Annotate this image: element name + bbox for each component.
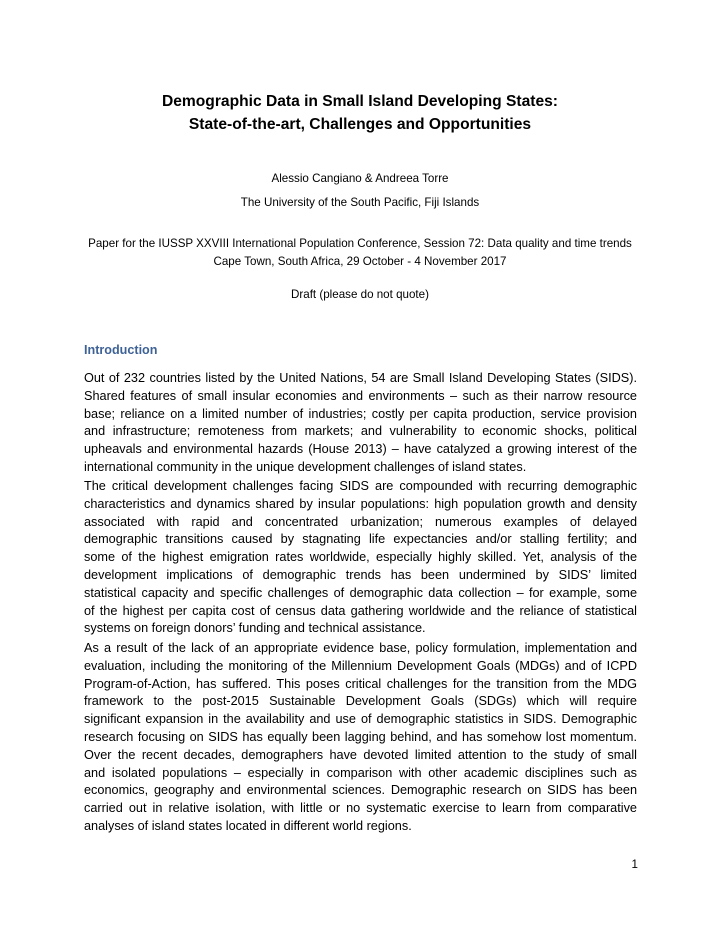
body-paragraph-2	[84, 478, 637, 638]
page-number: 1	[631, 858, 638, 871]
draft-note: Draft (please do not quote)	[291, 288, 429, 301]
conference-line-2: Cape Town, South Africa, 29 October - 4 November 2017	[213, 255, 507, 268]
paper-title-line-1: Demographic Data in Small Island Developing States:	[161, 93, 558, 110]
paragraph-line: framework to the post-2015 Sustainable Development Goals (SDGs) which will require	[84, 694, 637, 709]
paragraph-line: economics, geography and environmental sciences. Demographic research on SIDS has been	[84, 783, 637, 798]
paragraph-line: international community in the unique development challenges of island states.	[84, 459, 527, 474]
paragraph-line: of the highest per capita cost of census data gathering worldwide and the reliance of statistical	[84, 603, 637, 618]
paragraph-line: Out of 232 countries listed by the United Nations, 54 are Small Island Developing States (SIDS).	[84, 371, 637, 385]
paragraph-line: analyses of island states located in different world regions.	[84, 818, 412, 833]
paragraph-line: evaluation, including the monitoring of the Millennium Development Goals (MDGs) and of ICPD	[84, 658, 637, 673]
paragraph-line: research focusing on SIDS has equally been lagging behind, and has somehow lost momentum.	[84, 729, 637, 744]
section-heading-introduction: Introduction	[84, 343, 158, 357]
body-paragraph-3	[84, 640, 637, 836]
conference-line-1: Paper for the IUSSP XXVIII International Population Conference, Session 72: Data quality and time trends	[88, 237, 632, 250]
paragraph-line: associated with rapid and concentrated urbanization; numerous examples of delayed	[84, 514, 637, 529]
paragraph-line: upheavals and environmental hazards (House 2013) – have catalyzed a growing interest of the	[84, 442, 637, 457]
paragraph-line: base; reliance on a limited number of industries; costly per capita production, service provision	[84, 406, 637, 421]
paragraph-line: Shared features of small insular economies and environments – such as their narrow resource	[84, 388, 637, 403]
paragraph-line: some of the highest emigration rates worldwide, especially highly skilled. Yet, analysis of the	[84, 550, 637, 565]
paragraph-line: carried out in relative isolation, with little or no systematic exercise to learn from comparative	[84, 801, 637, 816]
paragraph-line: and isolated populations – especially in comparison with other academic disciplines such as	[84, 765, 637, 780]
paragraph-line: The critical development challenges facing SIDS are compounded with recurring demographic	[84, 479, 637, 493]
paragraph-line: systems on foreign donors’ funding and technical assistance.	[84, 621, 426, 636]
paragraph-line: characteristics and dynamics shared by insular populations: high population growth and density	[84, 496, 637, 511]
paragraph-line: statistical capacity and specific challenges of demographic data collection – for example, some	[84, 585, 637, 600]
paragraph-line: development implications of demographic trends has been undermined by SIDS’ limited	[84, 567, 637, 582]
body-paragraph-1	[84, 370, 637, 477]
paper-title-line-2: State-of-the-art, Challenges and Opportunities	[188, 116, 532, 133]
paragraph-line: Program-of-Action, has suffered. This poses critical challenges for the transition from the MDG	[84, 676, 637, 691]
paragraph-line: As a result of the lack of an appropriate evidence base, policy formulation, implementation and	[84, 641, 637, 655]
paper-authors: Alessio Cangiano & Andreea Torre	[271, 172, 449, 185]
paragraph-line: Over the recent decades, demographers have devoted limited attention to the study of small	[84, 747, 637, 762]
paper-affiliation: The University of the South Pacific, Fiji Islands	[240, 196, 480, 209]
paragraph-line: demographic transitions caused by stagnating life expectancies and/or stalling fertility; and	[84, 532, 637, 547]
paragraph-line: and infrastructure; remoteness from markets; and vulnerability to economic shocks, political	[84, 424, 637, 439]
paragraph-line: significant expansion in the availability and use of demographic statistics in SIDS. Demographic	[84, 712, 637, 727]
